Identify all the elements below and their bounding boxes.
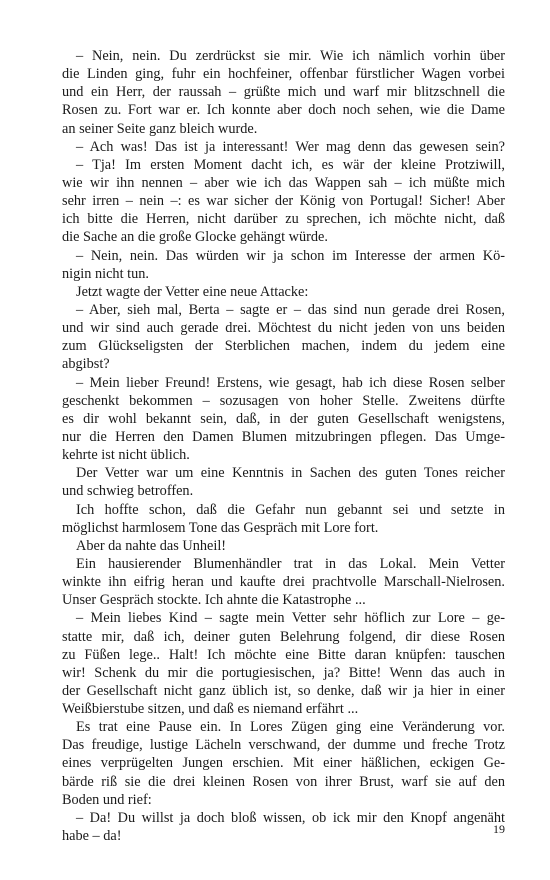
text-line: und schwieg betroffen. <box>62 483 194 500</box>
text-line: sehr irren – nein –: es war sicher der König von Portugal! Sicher! Aber <box>62 193 505 210</box>
text-line: – Mein liebes Kind – sagte mein Vetter sehr höflich zur Lore – ge- <box>76 610 505 627</box>
text-line: Der Vetter war um eine Kenntnis in Sachen des guten Tones reicher <box>76 465 505 482</box>
text-line: – Da! Du willst ja doch bloß wissen, ob ick mir den Knopf angenäht <box>76 809 505 826</box>
text-line: – Ach was! Das ist ja interessant! Wer mag denn das gewesen sein? <box>76 138 505 155</box>
text-line: und wir sind auch gerade drei. Möchtest du nicht jeden von uns beiden <box>62 320 505 337</box>
text-line: Boden und rief: <box>62 791 152 808</box>
text-line: Unser Gespräch stockte. Ich ahnte die Katastrophe ... <box>62 592 366 609</box>
text-line: wie wir ihn nennen – aber wie ich das Wappen sah – ich müßte mich <box>62 174 505 191</box>
text-line: statte mir, daß ich, deiner guten Belehrung folgend, dir diese Rosen <box>62 628 505 645</box>
body-text <box>62 47 505 845</box>
text-line: – Mein lieber Freund! Erstens, wie gesagt, hab ich diese Rosen selber <box>76 374 505 391</box>
text-line: zum Glückseligsten der Sterblichen machen, indem du jedem eine <box>62 338 505 355</box>
text-line: Das freudige, lustige Lächeln verschwand, der dumme und freche Trotz <box>62 737 505 754</box>
text-line: habe – da! <box>62 828 122 845</box>
text-line: winkte ihn eifrig heran und kaufte drei prachtvolle Marschall-Nielrosen. <box>62 574 505 591</box>
text-line: – Nein, nein. Du zerdrückst sie mir. Wie ich nämlich vorhin über <box>76 48 505 64</box>
text-line: Aber da nahte das Unheil! <box>76 537 227 554</box>
text-line: zu Füßen lege.. Halt! Ich möchte eine Bitte daran knüpfen: tauschen <box>62 646 505 663</box>
text-line: geschenkt bekommen – sozusagen von hoher Stelle. Zweitens dürfte <box>62 392 505 409</box>
text-line: bärde riß sie die drei kleinen Rosen von ihrer Brust, warf sie auf den <box>62 773 505 790</box>
text-line: Ich hoffte schon, daß die Gefahr nun gebannt sei und setzte in <box>76 501 505 518</box>
text-line: wir! Schenk du mir die portugiesischen, ja? Bitte! Wenn das auch in <box>62 664 505 681</box>
text-line: kehrte ist nicht üblich. <box>62 447 190 464</box>
text-line: möglichst harmlosem Tone das Gespräch mit Lore fort. <box>62 519 379 536</box>
text-line: Jetzt wagte der Vetter eine neue Attacke: <box>76 283 309 300</box>
text-line: – Aber, sieh mal, Berta – sagte er – das sind nun gerade drei Rosen, <box>76 301 505 318</box>
text-line: an seiner Seite ganz bleich wurde. <box>62 120 258 137</box>
text-line: abgibst? <box>62 356 110 373</box>
text-line: nigin nicht tun. <box>62 265 149 282</box>
text-line: der Gesellschaft nicht ganz üblich ist, so denke, daß wir ja hier in einer <box>62 682 505 699</box>
text-line: Ein hausierender Blumenhändler trat in das Lokal. Mein Vetter <box>76 555 505 572</box>
text-line: eines verprügelten Jungen erschien. Mit einer häßlichen, eckigen Ge- <box>62 755 505 772</box>
page-number: 19 <box>493 822 505 836</box>
text-line: die Sache an die große Glocke gehängt würde. <box>62 229 328 246</box>
text-line: – Tja! Im ersten Moment dacht ich, es wär der kleine Protziwill, <box>76 156 505 173</box>
text-line: und ein Herr, der raussah – grüßte mich und warf mir blitzschnell die <box>62 84 505 101</box>
text-line: Rosen zu. Fort war er. Ich konnte aber doch noch sehen, wie die Dame <box>62 102 505 119</box>
text-line: nur die Herren den Damen Blumen mitzubringen pflegen. Das Umge- <box>62 428 505 445</box>
text-line: Weißbierstube sitzen, und daß es niemand erfährt ... <box>62 701 359 718</box>
text-line: – Nein, nein. Das würden wir ja schon im Interesse der armen Kö- <box>76 247 505 264</box>
text-line: die Linden ging, fuhr ein hochfeiner, offenbar fürstlicher Wagen vorbei <box>62 66 505 83</box>
text-line: ich bitte die Herren, nicht darüber zu sprechen, ich möchte nicht, daß <box>62 211 505 228</box>
text-line: Es trat eine Pause ein. In Lores Zügen ging eine Veränderung vor. <box>76 719 505 736</box>
text-line: es dir wohl bekannt sein, daß, in der guten Gesellschaft wenigstens, <box>62 410 505 427</box>
